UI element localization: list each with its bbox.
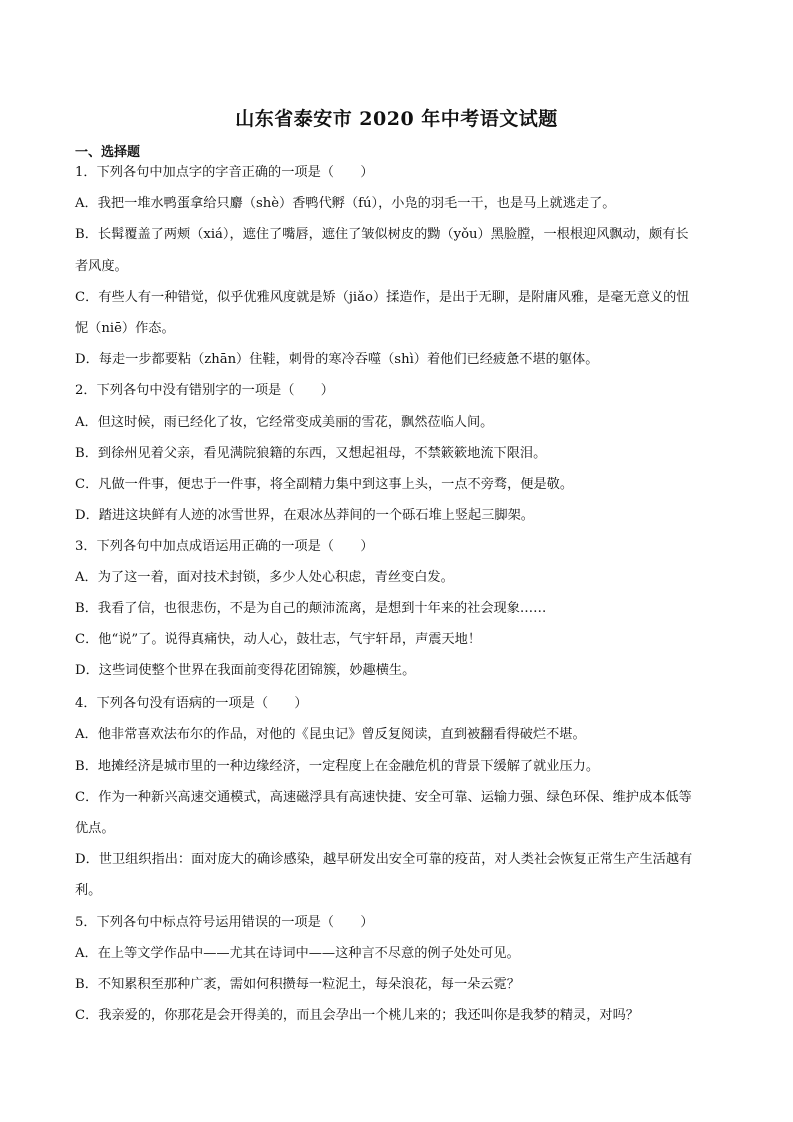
q5-option-b: B．不知累积至那种广袤，需如何积攒每一粒泥土，每朵浪花，每一朵云霓？ xyxy=(75,977,520,992)
q1-option-c-line2: 怩（niē）作态。 xyxy=(75,321,175,336)
q3-option-b: B．我看了信，也很悲伤，不是为自己的颠沛流离，是想到十年来的社会现象…… xyxy=(75,601,547,616)
q4-option-b: B．地摊经济是城市里的一种边缘经济，一定程度上在金融危机的背景下缓解了就业压力。 xyxy=(75,759,599,774)
q2-option-d: D．踏进这块鲜有人迹的冰雪世界，在艰冰丛莽间的一个砾石堆上竖起三脚架。 xyxy=(75,508,534,523)
q4-option-d-line2: 利。 xyxy=(75,883,102,898)
q1-option-d: D．每走一步都要粘（zhān）住鞋，刺骨的寒冷吞噬（shì）着他们已经疲惫不堪的躯体。 xyxy=(75,352,599,367)
q1-option-b-line1: B．长髯覆盖了两颊（xiá），遮住了嘴唇，遮住了皱似树皮的黝（yǒu）黑脸膛，一根根迎风飘动，颇有长 xyxy=(75,227,689,242)
q1-stem: 1．下列各句中加点字的字音正确的一项是（ ） xyxy=(75,165,374,180)
q5-stem: 5．下列各句中标点符号运用错误的一项是（ ） xyxy=(75,915,374,930)
q4-option-c-line1: C．作为一种新兴高速交通模式，高速磁浮具有高速快捷、安全可靠、运输力强、绿色环保、维护成本低等 xyxy=(75,790,692,805)
q4-option-d-line1: D．世卫组织指出：面对庞大的确诊感染，越早研发出安全可靠的疫苗，对人类社会恢复正常生产生活越有 xyxy=(75,852,693,867)
q3-option-c: C．他“说”了。说得真痛快，动人心，鼓壮志，气宇轩昂，声震天地！ xyxy=(75,632,482,647)
q1-option-c-line1: C．有些人有一种错觉，似乎优雅风度就是矫（jiǎo）揉造作，是出于无聊，是附庸风雅，是毫无意义的忸 xyxy=(75,290,690,305)
q4-stem: 4．下列各句没有语病的一项是（ ） xyxy=(75,696,308,711)
q3-option-a: A．为了这一着，面对技术封锁，多少人处心积虑，青丝变白发。 xyxy=(75,570,454,585)
q1-option-b-line2: 者风度。 xyxy=(75,259,128,274)
q2-option-c: C．凡做一件事，便忠于一件事，将全副精力集中到这事上头，一点不旁骛，便是敬。 xyxy=(75,477,574,492)
q4-option-a: A．他非常喜欢法布尔的作品，对他的《昆虫记》曾反复阅读，直到被翻看得破烂不堪。 xyxy=(75,727,586,742)
q3-stem: 3．下列各句中加点成语运用正确的一项是（ ） xyxy=(75,539,374,554)
exam-title: 山东省泰安市 2020 年中考语文试题 xyxy=(235,108,558,130)
q2-stem: 2．下列各句中没有错别字的一项是（ ） xyxy=(75,383,334,398)
q5-option-a: A．在上等文学作品中——尤其在诗词中——这种言不尽意的例子处处可见。 xyxy=(75,946,520,961)
q3-option-d: D．这些词使整个世界在我面前变得花团锦簇，妙趣横生。 xyxy=(75,663,416,678)
q5-option-c: C．我亲爱的，你那花是会开得美的，而且会孕出一个桃儿来的；我还叫你是我梦的精灵，对吗？ xyxy=(75,1008,639,1023)
q2-option-a: A．但这时候，雨已经化了妆，它经常变成美丽的雪花，飘然莅临人间。 xyxy=(75,415,494,430)
q2-option-b: B．到徐州见着父亲，看见满院狼籍的东西，又想起祖母，不禁簌簌地流下限泪。 xyxy=(75,446,547,461)
section-heading: 一、选择题 xyxy=(75,145,141,160)
q4-option-c-line2: 优点。 xyxy=(75,821,115,836)
q1-option-a: A．我把一堆水鸭蛋拿给只麝（shè）香鸭代孵（fú），小凫的羽毛一干，也是马上就逃走了。 xyxy=(75,196,616,211)
